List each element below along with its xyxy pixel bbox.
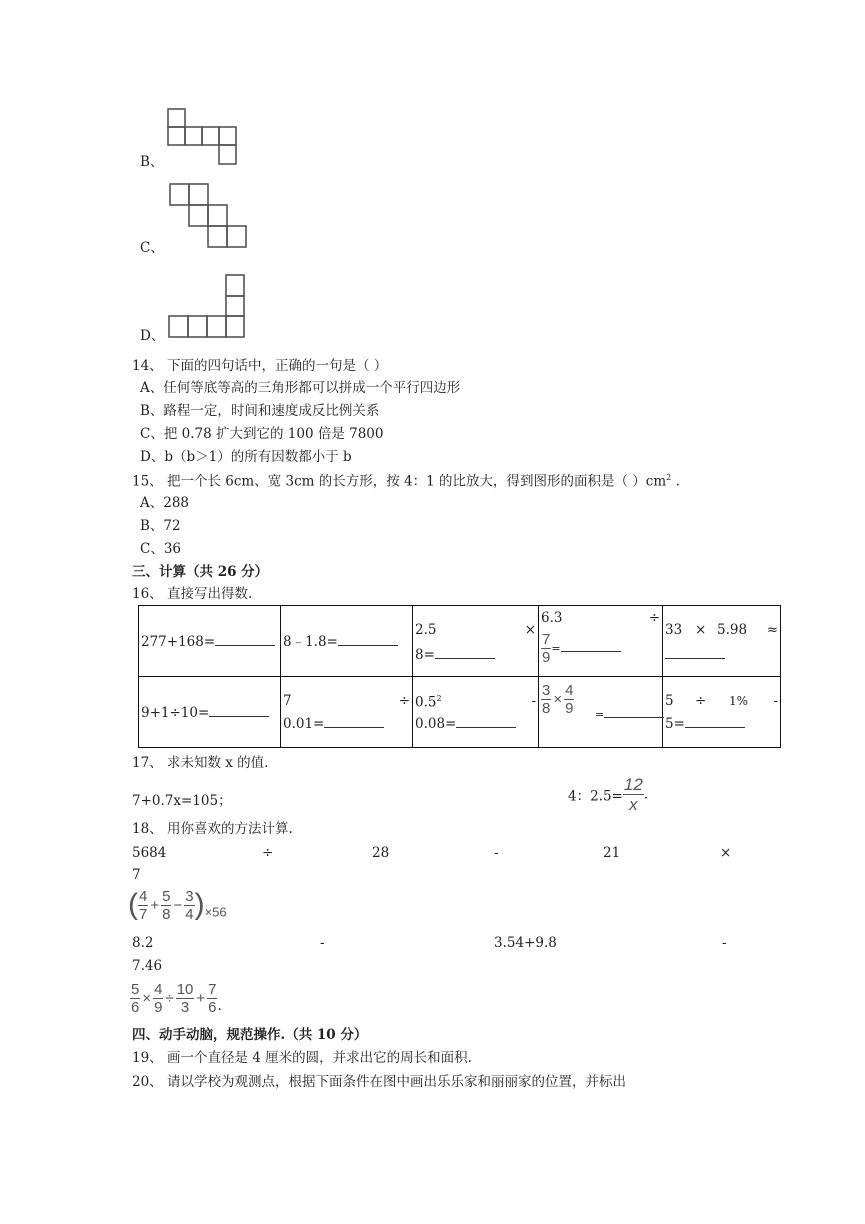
answer-blank[interactable]	[324, 727, 384, 728]
fraction: $\frac{5}{6}$	[131, 981, 140, 1016]
cube-net-figure-d	[166, 272, 248, 340]
q19-stem: 19、 画一个直径是 4 厘米的圆，并求出它的周长和面积.	[132, 1050, 472, 1066]
q18-expr3-operator: -	[722, 935, 727, 951]
calc-cell	[413, 677, 539, 748]
q18-expr3-operator: -	[320, 935, 325, 951]
calc-expression: 0.01=	[283, 718, 384, 732]
calc-expression: =	[595, 708, 664, 722]
calc-expression: $\frac{7}{9}$ =	[541, 632, 621, 665]
q18-expression-4: $\frac{5}{6}$ × $\frac{4}{9}$ ÷ $\frac{10}{3}$ + $\frac{7}{6}$ .	[131, 981, 222, 1016]
fraction: $\frac{3}{8}$	[542, 682, 551, 717]
q18-expr3-operand: 8.2	[132, 935, 154, 951]
answer-blank[interactable]	[456, 727, 516, 728]
answer-blank[interactable]	[215, 645, 275, 646]
calc-cell	[663, 677, 781, 748]
q18-expr3-operand: 3.54+9.8	[494, 935, 557, 951]
q16-stem: 16、 直接写出得数.	[132, 586, 253, 602]
calc-cell	[539, 606, 663, 677]
q15-option-a: A、288	[140, 495, 190, 511]
calc-operator: -	[773, 693, 778, 709]
answer-blank[interactable]	[604, 717, 664, 718]
fraction: $\frac{7}{9}$	[542, 631, 551, 666]
option-c-label: C、	[140, 240, 164, 256]
calc-operand: 1%	[729, 694, 749, 708]
q14-stem: 14、 下面的四句话中，正确的一句是（ ）	[132, 358, 388, 374]
section-4-heading: 四、动手动脑，规范操作.（共 10 分）	[132, 1027, 368, 1043]
q18-expression-2: ( $\frac{4}{7}$ + $\frac{5}{8}$ − $\frac{3}{4}$ )×56	[128, 887, 227, 923]
q18-expr3-operand: 7.46	[132, 958, 163, 974]
calc-expression: $\frac{3}{8}$ × $\frac{4}{9}$	[542, 682, 574, 717]
calc-expression: 0.08=	[415, 718, 516, 732]
calc-operator: ÷	[695, 693, 707, 709]
cube-net-figure-b	[166, 107, 242, 169]
fraction: $\frac{4}{9}$	[565, 682, 574, 717]
calc-cell	[281, 677, 413, 748]
calc-expression: 5=	[665, 718, 745, 732]
answer-blank[interactable]	[338, 645, 398, 646]
calc-operand: 5.98	[717, 622, 748, 638]
q17-equation-1: 7+0.7x=105；	[132, 793, 232, 809]
q15-option-b: B、72	[140, 518, 181, 534]
q14-option-a: A、任何等底等高的三角形都可以拼成一个平行四边形	[140, 380, 461, 396]
calc-operator: ÷	[398, 693, 410, 709]
calc-operator: ×	[524, 622, 536, 638]
q15-unit-superscript: 2	[666, 473, 672, 482]
fraction: $\frac{12}{x}$	[623, 775, 643, 814]
calc-cell	[413, 606, 539, 677]
calc-cell	[139, 606, 281, 677]
option-d-label: D、	[140, 328, 165, 344]
q14-option-d: D、b（b＞1）的所有因数都小于 b	[140, 449, 352, 465]
answer-blank[interactable]	[435, 658, 495, 659]
calculation-table	[138, 605, 781, 748]
calc-operand: 6.3	[541, 610, 563, 626]
cube-net-figure-c	[168, 182, 250, 250]
calc-operand: 7	[283, 693, 292, 709]
answer-blank[interactable]	[561, 651, 621, 652]
calc-expression	[665, 649, 725, 663]
q15-option-c: C、36	[140, 541, 182, 557]
option-b-label: B、	[140, 154, 164, 170]
calc-operand: 5	[665, 693, 674, 709]
calc-operand: 33	[665, 622, 683, 638]
fraction: $\frac{3}{4}$	[185, 887, 194, 923]
q18-expr1-operand: 28	[372, 845, 390, 861]
fraction: $\frac{5}{8}$	[162, 887, 171, 923]
calc-expression: 277+168=	[141, 636, 275, 650]
calc-expression: 8=	[415, 649, 495, 663]
q18-expr1-operand: 21	[603, 845, 621, 861]
q18-stem: 18、 用你喜欢的方法计算.	[132, 821, 293, 837]
calc-operator: -	[531, 693, 536, 709]
q17-stem: 17、 求未知数 x 的值.	[132, 755, 269, 771]
q14-option-c: C、把 0.78 扩大到它的 100 倍是 7800	[140, 426, 384, 442]
calc-operand: 2.5	[415, 622, 437, 638]
calc-operator: ÷	[648, 610, 660, 626]
q17-equation-2: 4：2.5= $\frac{12}{x}$ .	[568, 775, 649, 814]
fraction: $\frac{10}{3}$	[176, 981, 194, 1016]
q14-option-b: B、路程一定，时间和速度成反比例关系	[140, 403, 380, 419]
section-3-heading: 三、计算（共 26 分）	[132, 564, 269, 580]
fraction: $\frac{4}{7}$	[139, 887, 148, 923]
calc-expression: 8﹣1.8=	[283, 636, 398, 650]
q15-stem: 15、 把一个长 6cm、宽 3cm 的长方形，按 4：1 的比放大，得到图形的面积是（ ）$cm^2$ .	[132, 473, 680, 490]
calc-cell	[663, 606, 781, 677]
calc-expression: 9+1÷10=	[141, 707, 269, 721]
q18-expr1-operator: -	[494, 845, 499, 861]
calc-cell	[281, 606, 413, 677]
calc-operator: ×	[695, 622, 707, 638]
answer-blank[interactable]	[665, 658, 725, 659]
answer-blank[interactable]	[685, 727, 745, 728]
calc-cell	[139, 677, 281, 748]
q18-expr1-operator: ÷	[262, 845, 274, 861]
fraction: $\frac{7}{6}$	[208, 981, 217, 1016]
calc-cell	[539, 677, 663, 748]
q20-stem: 20、 请以学校为观测点，根据下面条件在图中画出乐乐家和丽丽家的位置，并标出	[132, 1074, 626, 1090]
calc-operator: ≈	[766, 622, 778, 638]
q18-expr1-operand: 7	[132, 867, 141, 883]
q18-expr1-operand: 5684	[132, 845, 167, 861]
fraction: $\frac{4}{9}$	[154, 981, 163, 1016]
calc-operand: $0.5^2$	[415, 694, 442, 711]
q18-expr1-operator: ×	[720, 845, 732, 861]
answer-blank[interactable]	[209, 716, 269, 717]
